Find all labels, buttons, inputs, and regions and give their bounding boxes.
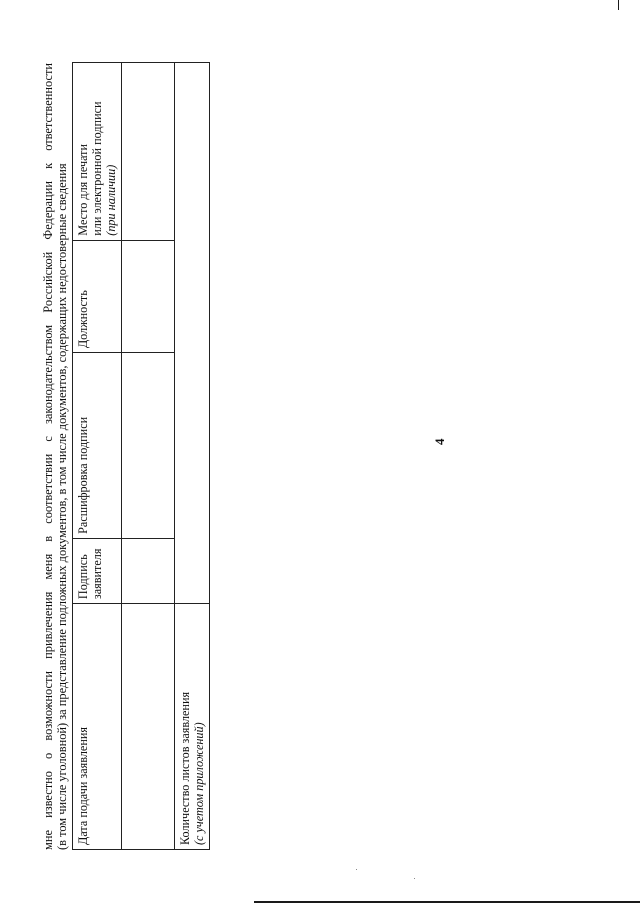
table-row [174, 63, 209, 850]
scan-border-line [618, 0, 619, 10]
header-decoding [73, 353, 122, 539]
liability-statement [41, 63, 69, 850]
header-position-label: Должность [76, 290, 90, 349]
rotated-form-page [0, 45, 640, 905]
table-row [73, 63, 122, 850]
header-stamp-line1: Место для печати [76, 143, 90, 236]
date-input-cell[interactable] [122, 604, 174, 850]
sheets-count-label: Количество листов заявления [177, 691, 192, 845]
statement-line-1: мне известно о возможности привлечения меня в соответствии с законодательством Российской Федерации к ответственности [41, 63, 55, 850]
header-stamp-note: (при наличии) [104, 164, 118, 236]
stamp-input-cell[interactable] [122, 63, 174, 241]
page-number: 4 [432, 438, 447, 445]
position-input-cell[interactable] [122, 240, 174, 352]
header-decoding-label: Расшифровка подписи [76, 416, 90, 534]
header-stamp-line2: или электронной подписи [90, 101, 104, 236]
signature-input-cell[interactable] [122, 538, 174, 603]
header-signature [73, 538, 122, 603]
header-signature-line1: Подпись [76, 554, 90, 600]
sheets-count-label-cell [174, 604, 209, 850]
decoding-input-cell[interactable] [122, 353, 174, 539]
header-position [73, 240, 122, 352]
signature-table [72, 62, 210, 850]
sheets-count-input-cell[interactable] [174, 63, 209, 604]
sheets-count-note: (с учетом приложений) [191, 722, 206, 845]
table-row [122, 63, 174, 850]
header-signature-line2: заявителя [90, 548, 104, 600]
header-date-label: Дата подачи заявления [76, 727, 90, 845]
header-stamp [73, 63, 122, 241]
statement-line-2: (в том числе уголовной) за представление подложных документов, в том числе документов, содержащих недостоверные сведения [55, 163, 69, 850]
header-date [73, 604, 122, 850]
